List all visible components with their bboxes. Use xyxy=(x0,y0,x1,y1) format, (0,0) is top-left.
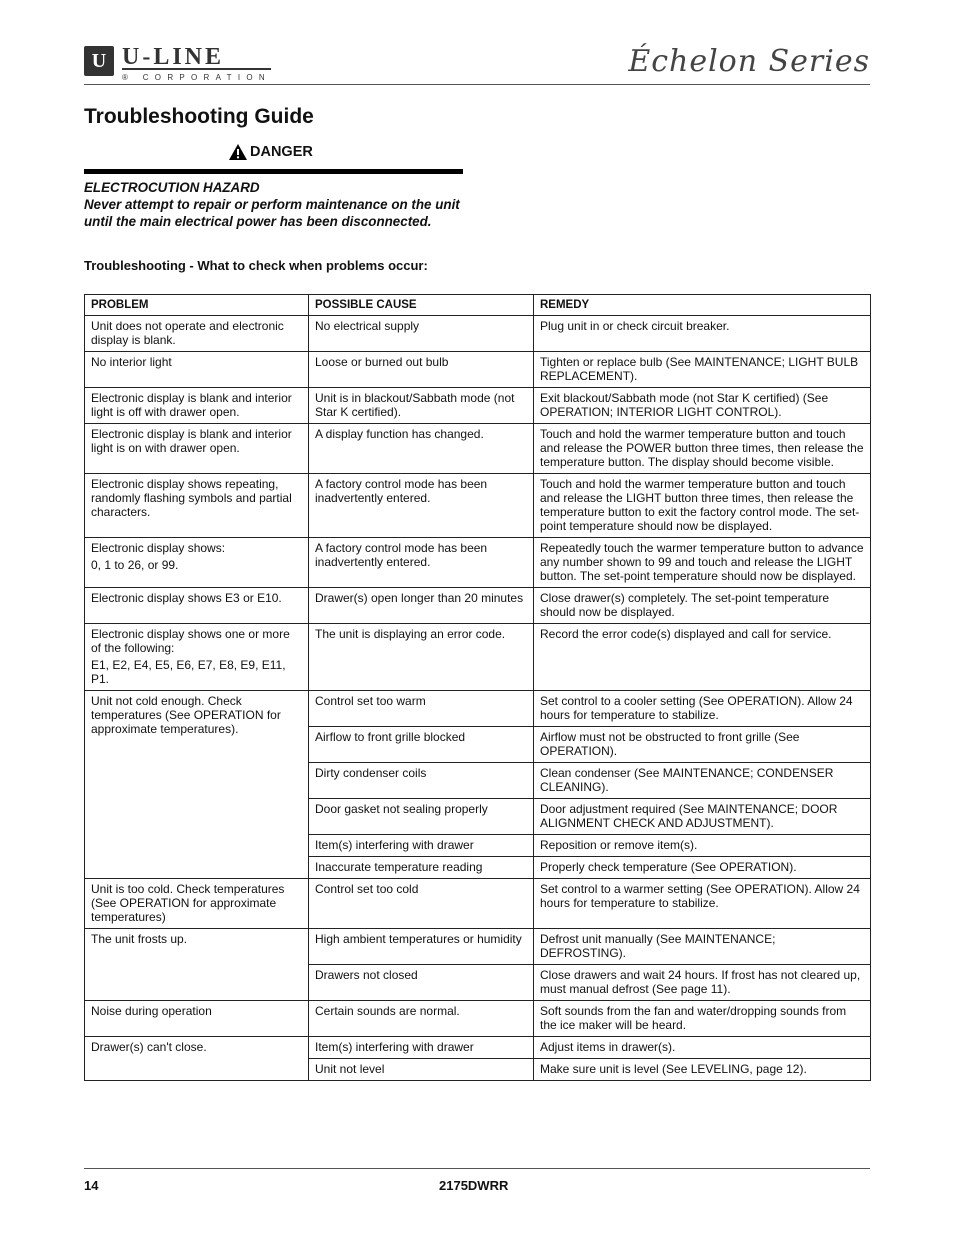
hazard-warning xyxy=(84,179,484,230)
header-remedy: REMEDY xyxy=(534,295,871,316)
problem-cell: Electronic display is blank and interior light is on with drawer open. xyxy=(85,424,309,474)
brand-name: U-LINE xyxy=(122,46,271,70)
problem-cell: Electronic display is blank and interior light is off with drawer open. xyxy=(85,388,309,424)
cause-cell: Airflow to front grille blocked xyxy=(309,727,534,763)
cause-cell: A factory control mode has been inadvertently entered. xyxy=(309,474,534,538)
cause-cell: No electrical supply xyxy=(309,316,534,352)
cause-cell: Loose or burned out bulb xyxy=(309,352,534,388)
remedy-cell: Plug unit in or check circuit breaker. xyxy=(534,316,871,352)
table-row xyxy=(85,388,871,424)
remedy-cell: Exit blackout/Sabbath mode (not Star K certified) (See OPERATION; INTERIOR LIGHT CONTROL). xyxy=(534,388,871,424)
remedy-cell: Set control to a cooler setting (See OPERATION). Allow 24 hours for temperature to stabilize. xyxy=(534,691,871,727)
warning-triangle-icon xyxy=(228,143,248,161)
remedy-cell: Airflow must not be obstructed to front grille (See OPERATION). xyxy=(534,727,871,763)
table-row xyxy=(85,624,871,691)
problem-cell: No interior light xyxy=(85,352,309,388)
remedy-cell: Repeatedly touch the warmer temperature button to advance any number shown to 99 and touch and release the LIGHT button. The set-point temperature should now be displayed. xyxy=(534,538,871,588)
danger-banner xyxy=(84,142,463,174)
cause-cell: The unit is displaying an error code. xyxy=(309,624,534,691)
cause-cell: Dirty condenser coils xyxy=(309,763,534,799)
cause-cell: Door gasket not sealing properly xyxy=(309,799,534,835)
troubleshooting-table xyxy=(84,294,871,1081)
cause-cell: A display function has changed. xyxy=(309,424,534,474)
cause-cell: A factory control mode has been inadvertently entered. xyxy=(309,538,534,588)
problem-cell: The unit frosts up. xyxy=(85,929,309,1001)
table-row xyxy=(85,352,871,388)
remedy-cell: Touch and hold the warmer temperature button and touch and release the POWER button three times, then release the temperature button. The display should become visible. xyxy=(534,424,871,474)
remedy-cell: Soft sounds from the fan and water/dropping sounds from the ice maker will be heard. xyxy=(534,1001,871,1037)
series-name: Échelon Series xyxy=(628,44,870,79)
remedy-cell: Touch and hold the warmer temperature button and touch and release the LIGHT button three times, then release the temperature button to exit the factory control mode. The set-point temperature should now be displayed. xyxy=(534,474,871,538)
remedy-cell: Tighten or replace bulb (See MAINTENANCE; LIGHT BULB REPLACEMENT). xyxy=(534,352,871,388)
cause-cell: Unit not level xyxy=(309,1059,534,1081)
remedy-cell: Door adjustment required (See MAINTENANCE; DOOR ALIGNMENT CHECK AND ADJUSTMENT). xyxy=(534,799,871,835)
problem-cell xyxy=(85,624,309,691)
remedy-cell: Close drawer(s) completely. The set-point temperature should now be displayed. xyxy=(534,588,871,624)
table-row xyxy=(85,1001,871,1037)
problem-text: Electronic display shows: xyxy=(91,541,226,555)
table-row xyxy=(85,691,871,727)
problem-cell: Noise during operation xyxy=(85,1001,309,1037)
cause-cell: Drawers not closed xyxy=(309,965,534,1001)
cause-cell: Control set too warm xyxy=(309,691,534,727)
model-number: 2175DWRR xyxy=(439,1178,509,1193)
problem-cell: Electronic display shows E3 or E10. xyxy=(85,588,309,624)
table-row xyxy=(85,879,871,929)
page-header xyxy=(84,42,870,85)
cause-cell: Item(s) interfering with drawer xyxy=(309,1037,534,1059)
remedy-cell: Set control to a warmer setting (See OPERATION). Allow 24 hours for temperature to stabilize. xyxy=(534,879,871,929)
cause-cell: Certain sounds are normal. xyxy=(309,1001,534,1037)
page-number: 14 xyxy=(84,1178,99,1193)
table-intro: Troubleshooting - What to check when problems occur: xyxy=(84,258,428,273)
cause-cell: Inaccurate temperature reading xyxy=(309,857,534,879)
problem-detail: E1, E2, E4, E5, E6, E7, E8, E9, E11, P1. xyxy=(91,658,286,686)
remedy-cell: Adjust items in drawer(s). xyxy=(534,1037,871,1059)
cause-cell: Unit is in blackout/Sabbath mode (not Star K certified). xyxy=(309,388,534,424)
table-row xyxy=(85,1037,871,1059)
u-line-logo xyxy=(84,46,271,80)
remedy-cell: Defrost unit manually (See MAINTENANCE; DEFROSTING). xyxy=(534,929,871,965)
remedy-cell: Close drawers and wait 24 hours. If frost has not cleared up, must manual defrost (See page 11). xyxy=(534,965,871,1001)
problem-detail: 0, 1 to 26, or 99. xyxy=(91,558,179,572)
problem-cell: Unit is too cold. Check temperatures (See OPERATION for approximate temperatures) xyxy=(85,879,309,929)
header-problem: PROBLEM xyxy=(85,295,309,316)
remedy-cell: Properly check temperature (See OPERATION). xyxy=(534,857,871,879)
table-row xyxy=(85,538,871,588)
hazard-text: Never attempt to repair or perform maintenance on the unit until the main electrical power has been disconnected. xyxy=(84,197,460,229)
page-footer xyxy=(84,1168,870,1193)
page-title: Troubleshooting Guide xyxy=(84,105,314,128)
cause-cell: Item(s) interfering with drawer xyxy=(309,835,534,857)
danger-label: DANGER xyxy=(250,144,313,160)
remedy-cell: Clean condenser (See MAINTENANCE; CONDENSER CLEANING). xyxy=(534,763,871,799)
header-possible-cause: POSSIBLE CAUSE xyxy=(309,295,534,316)
problem-cell: Electronic display shows repeating, randomly flashing symbols and partial characters. xyxy=(85,474,309,538)
cause-cell: Control set too cold xyxy=(309,879,534,929)
table-row xyxy=(85,424,871,474)
problem-cell: Unit not cold enough. Check temperatures (See OPERATION for approximate temperatures). xyxy=(85,691,309,879)
problem-cell: Unit does not operate and electronic display is blank. xyxy=(85,316,309,352)
table-row xyxy=(85,474,871,538)
remedy-cell: Make sure unit is level (See LEVELING, page 12). xyxy=(534,1059,871,1081)
table-row xyxy=(85,588,871,624)
u-line-logo-mark: U xyxy=(84,46,114,76)
problem-cell: Drawer(s) can't close. xyxy=(85,1037,309,1081)
cause-cell: High ambient temperatures or humidity xyxy=(309,929,534,965)
cause-cell: Drawer(s) open longer than 20 minutes xyxy=(309,588,534,624)
problem-cell xyxy=(85,538,309,588)
table-header-row xyxy=(85,295,871,316)
table-row xyxy=(85,929,871,965)
problem-text: Electronic display shows one or more of the following: xyxy=(91,627,290,655)
hazard-heading: ELECTROCUTION HAZARD xyxy=(84,180,260,195)
brand-corporation: ® CORPORATION xyxy=(122,73,271,82)
table-row xyxy=(85,316,871,352)
remedy-cell: Record the error code(s) displayed and call for service. xyxy=(534,624,871,691)
remedy-cell: Reposition or remove item(s). xyxy=(534,835,871,857)
